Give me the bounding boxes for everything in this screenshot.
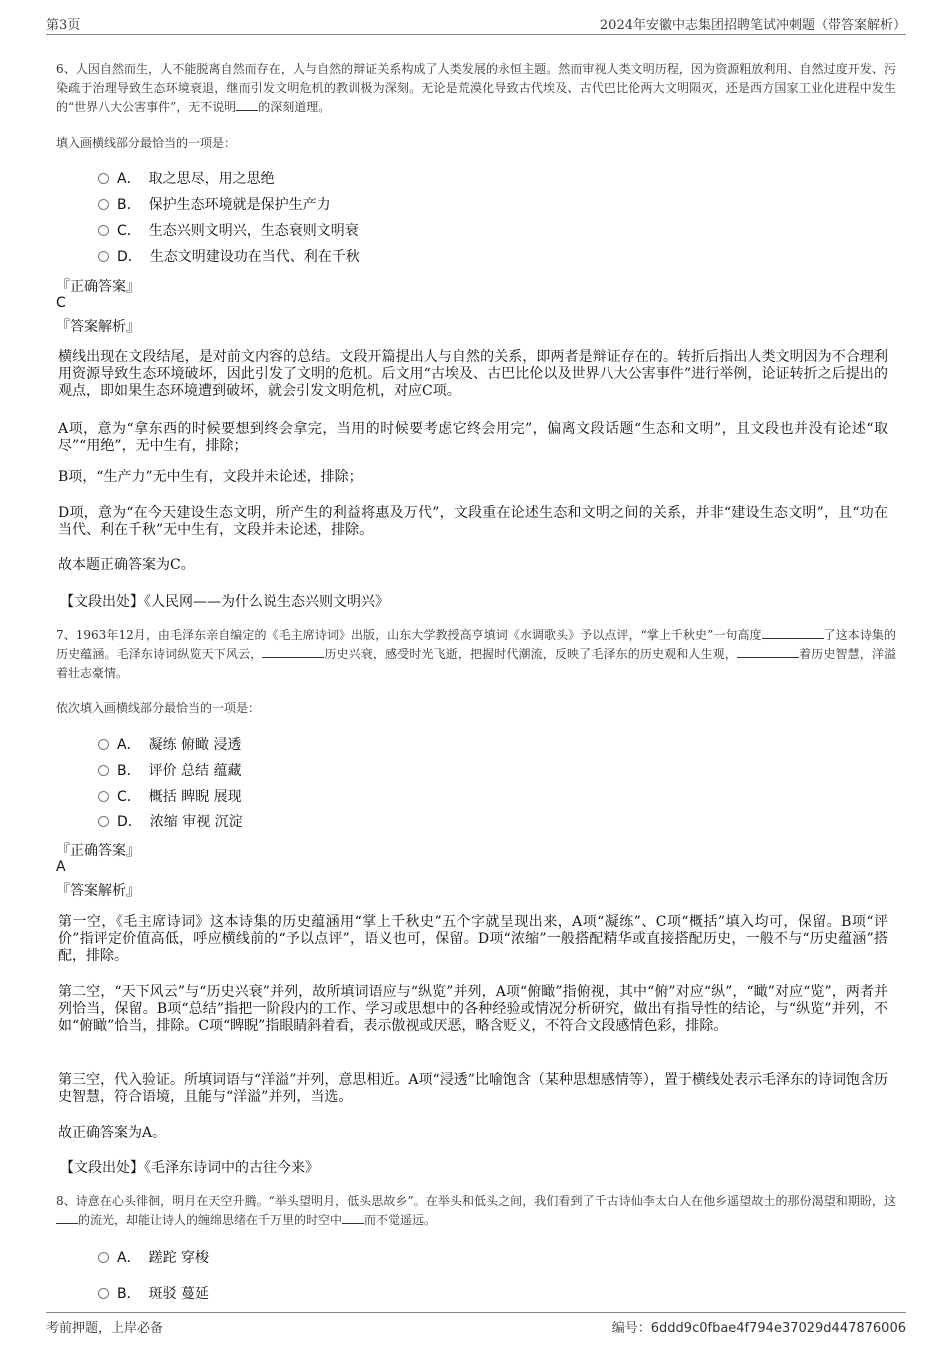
correct-answer-label: 『正确答案』 [56, 279, 140, 295]
q6-option-d[interactable]: D． 生态文明建设功在当代、利在千秋 [98, 247, 360, 267]
correct-answer-label: 『正确答案』 [56, 843, 140, 859]
radio-icon[interactable] [98, 1252, 109, 1263]
radio-icon[interactable] [98, 225, 109, 236]
radio-icon[interactable] [98, 1288, 109, 1299]
blank [262, 645, 324, 658]
analysis-label: 『答案解析』 [56, 883, 140, 899]
radio-icon[interactable] [98, 816, 109, 827]
blank [737, 645, 799, 658]
analysis-conclusion: 故正确答案为A。 [58, 1125, 167, 1141]
analysis-paragraph: 第一空，《毛主席诗词》这本诗集的历史蕴涵用“掌上千秋史”五个字就呈现出来，A项“凝练”、C项“概括”填入均可，保留。B项“评价”指评定价值高低，呼应横线前的“予以点评”，语义也可，保留。D项“浓缩”一般搭配精华或直接搭配历史，一般不与“历史蕴涵”搭配，排除。 [58, 914, 888, 964]
q8-option-a[interactable]: A． 蹉跎 穿梭 [98, 1248, 209, 1268]
question-6-stem: 6、人因自然而生，人不能脱离自然而存在，人与自然的辩证关系构成了人类发展的永恒主题。然而审视人类文明历程，因为资源粗放利用、自然过度开发、污染疏于治理导致生态环境衰退，继而引发文明危机的教训极为深刻。无论是荒漠化导致古代埃及、古代巴比伦两大文明陨灭，还是西方国家工业化进程中发生的“世界八大公害事件”，无不说明 的深刻道理。 [56, 62, 896, 114]
question-7-prompt: 依次填入画横线部分最恰当的一项是： [56, 701, 261, 715]
page-header [46, 14, 906, 35]
analysis-paragraph: D项，意为“在今天建设生态文明，所产生的利益将惠及万代”，文段重在论述生态和文明之间的关系，并非“建设生态文明”，且“功在当代、利在千秋”无中生有，文段并未论述，排除。 [58, 505, 888, 538]
analysis-paragraph: 第三空，代入验证。所填词语与“洋溢”并列，意思相近。A项“浸透”比喻饱含（某种思想感情等），置于横线处表示毛泽东的诗词饱含历史智慧，符合语境，且能与“洋溢”并列，当选。 [58, 1072, 888, 1105]
blank [342, 1211, 364, 1224]
page-number: 第3页 [46, 18, 81, 33]
q6-option-b[interactable]: B． 保护生态环境就是保护生产力 [98, 195, 331, 215]
q7-option-a[interactable]: A． 凝练 俯瞰 浸透 [98, 735, 241, 755]
page-footer [46, 1312, 906, 1335]
q6-option-a[interactable]: A． 取之思尽，用之思绝 [98, 169, 275, 189]
q7-option-d[interactable]: D． 浓缩 审视 沉淀 [98, 812, 243, 832]
analysis-label: 『答案解析』 [56, 319, 140, 335]
correct-answer-value: A [56, 859, 66, 875]
blank [236, 98, 258, 111]
footer-slogan: 考前押题，上岸必备 [46, 1321, 164, 1336]
q6-option-c[interactable]: C． 生态兴则文明兴，生态衰则文明衰 [98, 221, 359, 241]
question-6-prompt: 填入画横线部分最恰当的一项是： [56, 136, 237, 150]
analysis-paragraph: 横线出现在文段结尾，是对前文内容的总结。文段开篇提出人与自然的关系，即两者是辩证存在的。转折后指出人类文明因为不合理利用资源导致生态环境破坏，因此引发了文明的危机。后文用“古埃及、古巴比伦以及世界八大公害事件”进行举例，论证转折之后提出的观点，即如果生态环境遭到破坏，就会引发文明危机，对应C项。 [58, 349, 888, 399]
source-citation: 【文段出处】《人民网——为什么说生态兴则文明兴》 [60, 594, 389, 610]
q8-option-b[interactable]: B． 斑驳 蔓延 [98, 1284, 209, 1304]
radio-icon[interactable] [98, 251, 109, 262]
radio-icon[interactable] [98, 791, 109, 802]
question-7-stem: 7、1963年12月，由毛泽东亲自编定的《毛主席诗词》出版，山东大学教授高亨填词《水调歌头》予以点评，“掌上千秋史”一句高度 了这本诗集的历史蕴涵。毛泽东诗词纵览天下风云， 历史兴衰，感受时光飞逝，把握时代潮流，反映了毛泽东的历史观和人生观， 着历史智慧，洋溢着壮志豪情。 [56, 628, 896, 680]
document-id: 编号：6ddd9c0fbae4f794e37029d447876006 [611, 1321, 906, 1336]
radio-icon[interactable] [98, 765, 109, 776]
document-title: 2024年安徽中志集团招聘笔试冲刺题（带答案解析） [599, 18, 906, 33]
analysis-conclusion: 故本题正确答案为C。 [58, 557, 195, 573]
correct-answer-value: C [56, 295, 66, 311]
q7-option-b[interactable]: B． 评价 总结 蕴藏 [98, 761, 242, 781]
radio-icon[interactable] [98, 199, 109, 210]
analysis-paragraph: A项，意为“拿东西的时候要想到终会拿完，当用的时候要考虑它终会用完”，偏离文段话题“生态和文明”，且文段也并没有论述“取尽”“用绝”，无中生有，排除； [58, 421, 888, 454]
question-8-stem: 8、诗意在心头徘徊，明月在天空升腾。“举头望明月，低头思故乡”。在举头和低头之间，我们看到了千古诗仙李太白人在他乡遥望故土的那份渴望和期盼，这的流光，却能让诗人的缠绵思绪在千万里的时空中 而不觉遥远。 [56, 1194, 896, 1227]
radio-icon[interactable] [98, 173, 109, 184]
q7-option-c[interactable]: C． 概括 睥睨 展现 [98, 787, 242, 807]
analysis-paragraph: 第二空，“天下风云”与“历史兴衰”并列，故所填词语应与“纵览”并列，A项“俯瞰”指俯视，其中“俯”对应“纵”，“瞰”对应“览”，两者并列恰当，保留。B项“总结”指把一阶段内的工作、学习或思想中的各种经验或情况分析研究，做出有指导性的结论，与“纵览”并列，不如“俯瞰”恰当，排除。C项“睥睨”指眼睛斜着看，表示傲视或厌恶，略含贬义，不符合文段感情色彩，排除。 [58, 984, 888, 1034]
radio-icon[interactable] [98, 739, 109, 750]
blank [762, 626, 824, 639]
blank [56, 1211, 78, 1224]
analysis-paragraph: B项，“生产力”无中生有，文段并未论述，排除； [58, 469, 363, 485]
source-citation: 【文段出处】《毛泽东诗词中的古往今来》 [60, 1160, 319, 1176]
